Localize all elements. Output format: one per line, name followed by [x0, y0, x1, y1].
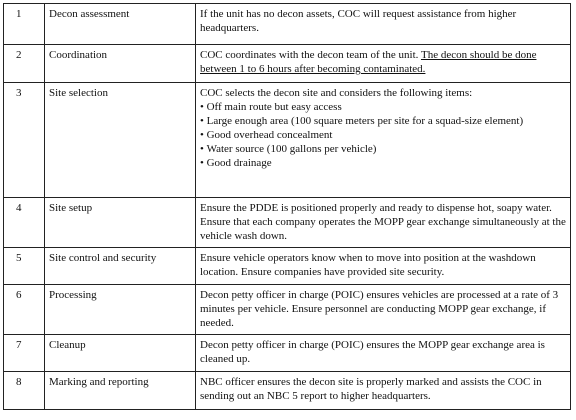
bullet-item: • Water source (100 gallons per vehicle)	[200, 142, 566, 156]
table-row	[4, 198, 571, 248]
step-action-cell: Decon petty officer in charge (POIC) ensures the MOPP gear exchange area is cleaned up.	[196, 335, 571, 372]
table-row	[4, 285, 571, 335]
step-name-cell: Site setup	[45, 198, 196, 248]
step-number-cell: 5	[4, 248, 45, 285]
bullet-item: • Off main route but easy access	[200, 100, 566, 114]
step-action-cell	[196, 83, 571, 198]
table-row	[4, 4, 571, 45]
step-number-cell: 7	[4, 335, 45, 372]
step-number-cell: 1	[4, 4, 45, 45]
decon-steps-table	[3, 3, 571, 410]
action-intro: COC selects the decon site and considers the following items:	[200, 87, 473, 99]
step-number-cell: 2	[4, 45, 45, 83]
bullet-item: • Good drainage	[200, 156, 566, 170]
step-number-cell: 8	[4, 372, 45, 410]
step-number-cell: 3	[4, 83, 45, 198]
table-row	[4, 248, 571, 285]
underlined-action-text: The decon should be done between 1 to 6 hours after becoming contaminated.	[200, 49, 537, 75]
step-action-cell: Decon petty officer in charge (POIC) ensures vehicles are processed at a rate of 3 minutes per vehicle. Ensure personnel are conducting MOPP gear exchange, if needed.	[196, 285, 571, 335]
table-row	[4, 372, 571, 410]
step-action-cell: Ensure the PDDE is positioned properly and ready to dispense hot, soapy water. Ensure that each company operates the MOPP gear exchange simultaneously at the vehicle wash down.	[196, 198, 571, 248]
table-row	[4, 45, 571, 83]
step-name-cell: Processing	[45, 285, 196, 335]
step-name-cell: Marking and reporting	[45, 372, 196, 410]
step-name-cell: Site control and security	[45, 248, 196, 285]
table-row	[4, 335, 571, 372]
step-action-cell: If the unit has no decon assets, COC will request assistance from higher headquarters.	[196, 4, 571, 45]
step-name-cell: Cleanup	[45, 335, 196, 372]
step-name-cell: Decon assessment	[45, 4, 196, 45]
step-action-cell	[196, 45, 571, 83]
bullet-item: • Good overhead concealment	[200, 128, 566, 142]
step-name-cell: Coordination	[45, 45, 196, 83]
step-name-cell: Site selection	[45, 83, 196, 198]
step-action-cell: Ensure vehicle operators know when to move into position at the washdown location. Ensure companies have provided site security.	[196, 248, 571, 285]
step-number-cell: 4	[4, 198, 45, 248]
action-text: COC coordinates with the decon team of the unit.	[200, 49, 421, 61]
bullet-item: • Large enough area (100 square meters per site for a squad-size element)	[200, 114, 566, 128]
step-action-cell: NBC officer ensures the decon site is properly marked and assists the COC in sending out an NBC 5 report to higher headquarters.	[196, 372, 571, 410]
table-row	[4, 83, 571, 198]
step-number-cell: 6	[4, 285, 45, 335]
decon-procedure-document	[3, 3, 571, 410]
